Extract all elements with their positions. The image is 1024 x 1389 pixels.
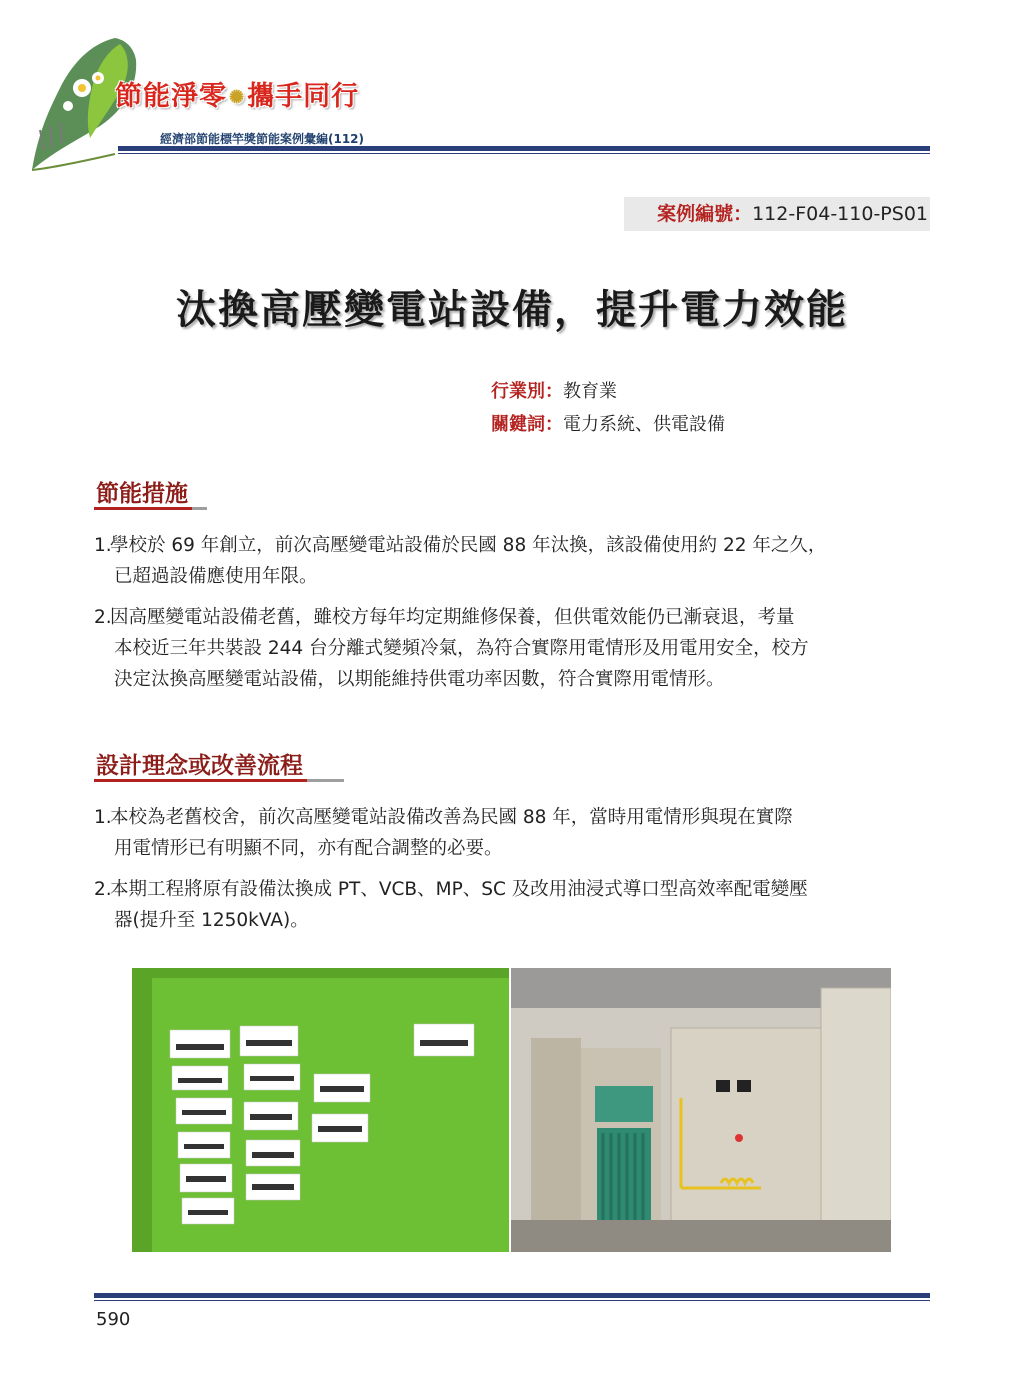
- keyword-value: 電力系統、供電設備: [563, 414, 725, 435]
- case-number-label: 案例編號：: [657, 203, 753, 225]
- section-underline-accent: [94, 507, 192, 510]
- case-number-box: [624, 197, 930, 231]
- page-title: 汰換高壓變電站設備，提升電力效能: [176, 287, 848, 333]
- industry-row: [491, 377, 617, 403]
- industry-value: 教育業: [563, 381, 617, 402]
- list-item: [94, 602, 932, 695]
- list-item: [94, 874, 932, 936]
- section-heading-design: 設計理念或改善流程: [96, 753, 303, 779]
- item-number: 1.: [94, 535, 112, 556]
- item-text-cont: 本校近三年共裝設 244 台分離式變頻冷氣，為符合實際用電情形及用電用安全，校方: [114, 638, 809, 659]
- section-heading-measures: 節能措施: [96, 481, 188, 507]
- item-text-cont: 器(提升至 1250kVA)。: [114, 910, 309, 931]
- item-text: 本校為老舊校舍，前次高壓變電站設備改善為民國 88 年，當時用電情形與現在實際: [110, 807, 793, 828]
- section-underline-accent: [94, 779, 307, 782]
- list-item: [94, 530, 932, 592]
- item-text-cont: 決定汰換高壓變電站設備，以期能維持供電功率因數，符合實際用電情形。: [114, 669, 725, 690]
- photo-substation-equipment: [511, 968, 891, 1252]
- footer-rule: [94, 1293, 930, 1298]
- slogan: [115, 74, 359, 113]
- case-number-value: 112-F04-110-PS01: [752, 203, 928, 225]
- item-number: 2.: [94, 607, 112, 628]
- list-item: [94, 802, 932, 864]
- header-rule: [118, 146, 930, 151]
- series-title: 經濟部節能標竿獎節能案例彙編(112): [160, 132, 365, 146]
- item-text-cont: 已超過設備應使用年限。: [114, 566, 318, 587]
- page-number: 590: [96, 1309, 131, 1330]
- keyword-row: [491, 410, 725, 436]
- item-text: 本期工程將原有設備汰換成 PT、VCB、MP、SC 及改用油浸式導口型高效率配電變壓: [110, 879, 808, 900]
- header-rule-thin: [118, 153, 930, 154]
- sun-icon: ✺: [229, 87, 246, 108]
- slogan-left: 節能淨零: [115, 81, 227, 112]
- item-number: 1.: [94, 807, 112, 828]
- industry-label: 行業別：: [491, 381, 563, 402]
- keyword-label: 關鍵詞：: [491, 414, 563, 435]
- photo-equipment-labels: [132, 968, 509, 1252]
- slogan-right: 攜手同行: [247, 81, 360, 112]
- item-text-cont: 用電情形已有明顯不同，亦有配合調整的必要。: [114, 838, 503, 859]
- item-text: 因高壓變電站設備老舊，雖校方每年均定期維修保養，但供電效能仍已漸衰退，考量: [110, 607, 795, 628]
- footer-rule-thin: [94, 1300, 930, 1301]
- item-text: 學校於 69 年創立，前次高壓變電站設備於民國 88 年汰換，該設備使用約 22 年之久，: [110, 535, 827, 556]
- item-number: 2.: [94, 879, 112, 900]
